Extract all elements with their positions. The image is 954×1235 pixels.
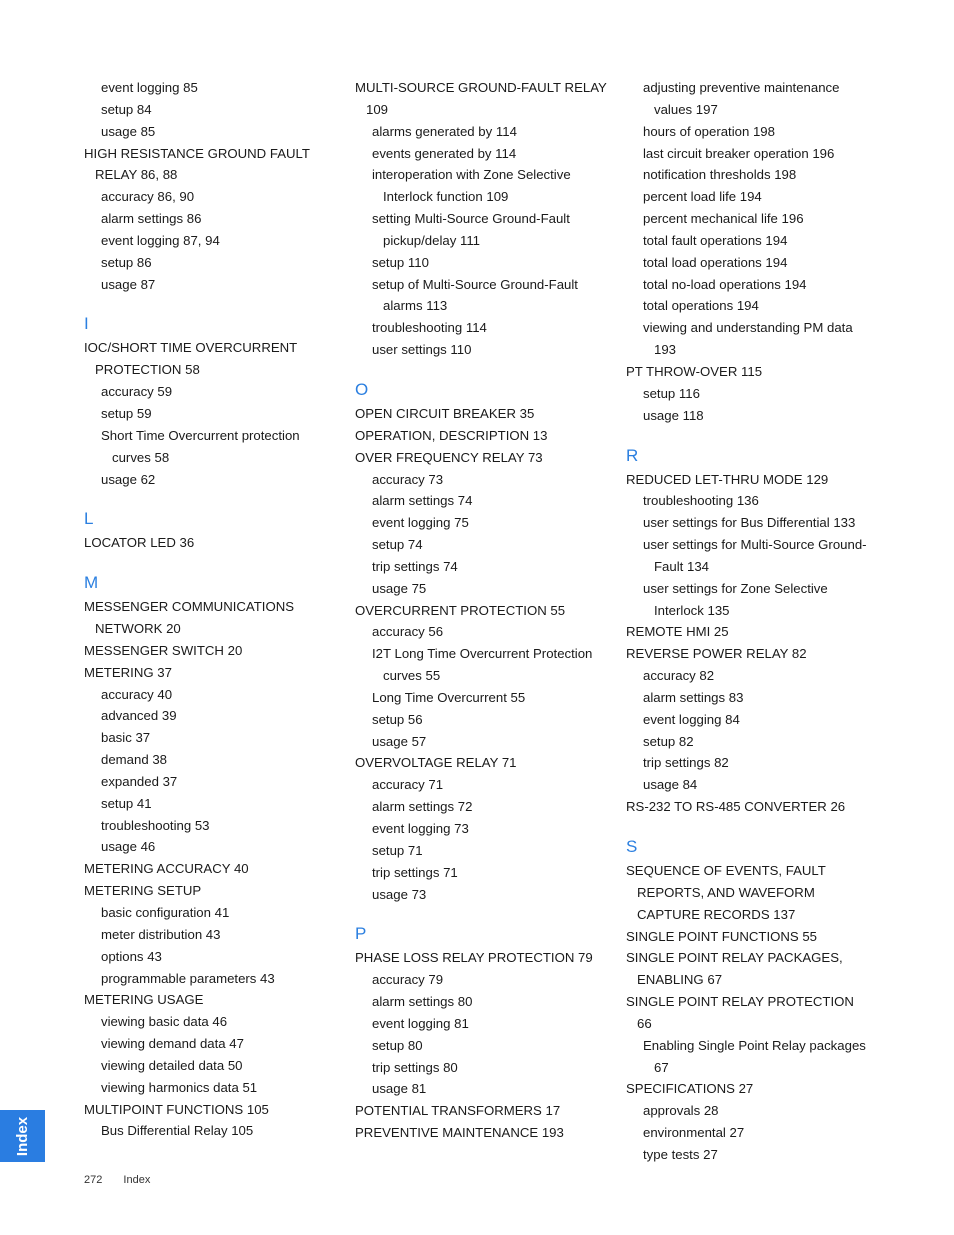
index-entry: REDUCED LET-THRU MODE 129 — [626, 471, 829, 487]
index-subentry: trip settings 74 — [372, 558, 458, 574]
index-subentry: percent load life 194 — [643, 189, 762, 205]
footer-section-label: Index — [123, 1174, 151, 1186]
index-entry: METERING 37 — [84, 664, 172, 680]
index-subentry: meter distribution 43 — [101, 926, 221, 942]
index-subentry: event logging 87, 94 — [101, 232, 220, 248]
page-footer — [84, 1174, 150, 1186]
index-entry: MESSENGER COMMUNICATIONS NETWORK 20 — [84, 599, 295, 637]
index-subentry: usage 57 — [372, 733, 427, 749]
index-subentry: setup 56 — [372, 711, 423, 727]
index-entry: OVER FREQUENCY RELAY 73 — [355, 449, 543, 465]
index-entry: SPECIFICATIONS 27 — [626, 1081, 754, 1097]
index-subentry: setup 116 — [643, 385, 700, 401]
index-subentry: usage 75 — [372, 580, 427, 596]
index-letter-heading: L — [84, 509, 94, 529]
index-entry: METERING USAGE — [84, 992, 204, 1008]
index-subentry: viewing demand data 47 — [101, 1036, 244, 1052]
index-subentry: event logging 81 — [372, 1015, 469, 1031]
index-letter-heading: O — [355, 379, 369, 399]
index-entry: SEQUENCE OF EVENTS, FAULT REPORTS, AND WAVEFORM CAPTURE RECORDS 137 — [626, 863, 826, 922]
index-subentry: notification thresholds 198 — [643, 167, 797, 183]
index-column-2 — [355, 77, 610, 1144]
index-subentry: setup of Multi-Source Ground-Fault alarms 113 — [372, 276, 578, 314]
index-subentry: accuracy 73 — [372, 471, 444, 487]
index-subentry: alarm settings 83 — [643, 689, 744, 705]
index-subentry: advanced 39 — [101, 708, 177, 724]
index-subentry: usage 85 — [101, 123, 156, 139]
index-entry: IOC/SHORT TIME OVERCURRENT PROTECTION 58 — [84, 340, 297, 378]
index-subentry: expanded 37 — [101, 773, 178, 789]
index-subentry: trip settings 71 — [372, 864, 458, 880]
index-letter-heading: S — [626, 837, 638, 856]
index-entry: RS-232 TO RS-485 CONVERTER 26 — [626, 799, 846, 815]
index-subentry: setup 82 — [643, 733, 694, 749]
index-subentry: event logging 84 — [643, 711, 740, 727]
index-subentry: percent mechanical life 196 — [643, 211, 804, 227]
index-entry: OVERVOLTAGE RELAY 71 — [355, 755, 517, 771]
index-subentry: viewing detailed data 50 — [101, 1057, 243, 1073]
index-subentry: troubleshooting 53 — [101, 817, 210, 833]
index-subentry: setup 80 — [372, 1037, 423, 1053]
index-subentry: alarm settings 86 — [101, 211, 202, 227]
index-entry: METERING ACCURACY 40 — [84, 861, 249, 877]
index-subentry: trip settings 80 — [372, 1059, 458, 1075]
index-letter-heading: P — [355, 924, 367, 944]
index-entry: SINGLE POINT RELAY PROTECTION 66 — [626, 994, 854, 1031]
index-subentry: interoperation with Zone Selective Interlock function 109 — [372, 167, 571, 205]
index-subentry: usage 62 — [101, 471, 156, 487]
index-subentry: total fault operations 194 — [643, 232, 788, 248]
index-subentry: usage 87 — [101, 276, 156, 292]
index-entry: SINGLE POINT FUNCTIONS 55 — [626, 928, 818, 944]
index-subentry: approvals 28 — [643, 1103, 719, 1119]
index-entry: PREVENTIVE MAINTENANCE 193 — [355, 1125, 564, 1141]
index-subentry: I2T Long Time Overcurrent Protection curves 55 — [372, 646, 593, 684]
index-subentry: alarm settings 72 — [372, 799, 473, 815]
index-subentry: accuracy 79 — [372, 972, 444, 988]
index-subentry: usage 46 — [101, 839, 156, 855]
index-entry: PHASE LOSS RELAY PROTECTION 79 — [355, 950, 593, 966]
index-subentry: setting Multi-Source Ground-Fault pickup/delay 111 — [372, 211, 570, 248]
index-subentry: options 43 — [101, 948, 162, 964]
index-subentry: accuracy 56 — [372, 624, 444, 640]
index-subentry: programmable parameters 43 — [101, 970, 275, 986]
side-tab-label: Index — [14, 1116, 31, 1156]
index-subentry: accuracy 82 — [643, 668, 715, 684]
index-entry: MESSENGER SWITCH 20 — [84, 642, 243, 658]
index-subentry: basic 37 — [101, 730, 151, 746]
index-entry: MULTIPOINT FUNCTIONS 105 — [84, 1101, 269, 1117]
index-subentry: Long Time Overcurrent 55 — [372, 689, 526, 705]
index-subentry: setup 110 — [372, 254, 429, 270]
index-subentry: user settings for Bus Differential 133 — [643, 515, 856, 531]
index-subentry: alarms generated by 114 — [372, 123, 517, 139]
index-subentry: last circuit breaker operation 196 — [643, 145, 835, 161]
index-subentry: basic configuration 41 — [101, 905, 230, 920]
index-subentry: accuracy 86, 90 — [101, 189, 195, 205]
index-entry: LOCATOR LED 36 — [84, 535, 195, 551]
index-entry: METERING SETUP — [84, 883, 202, 899]
index-subentry: Bus Differential Relay 105 — [101, 1123, 254, 1139]
index-subentry: alarm settings 80 — [372, 994, 473, 1010]
index-subentry: type tests 27 — [643, 1146, 718, 1162]
index-subentry: viewing basic data 46 — [101, 1014, 228, 1030]
index-entry: PT THROW-OVER 115 — [626, 363, 763, 379]
index-letter-heading: M — [84, 573, 99, 593]
index-subentry: total operations 194 — [643, 298, 759, 314]
index-subentry: environmental 27 — [643, 1125, 745, 1141]
index-subentry: user settings for Zone Selective Interlock 135 — [643, 580, 828, 618]
index-column-1 — [84, 77, 339, 1142]
index-subentry: trip settings 82 — [643, 755, 729, 771]
index-subentry: setup 41 — [101, 795, 152, 811]
index-subentry: setup 86 — [101, 254, 152, 270]
index-subentry: viewing harmonics data 51 — [101, 1079, 258, 1095]
index-subentry: usage 81 — [372, 1081, 427, 1097]
index-subentry: setup 59 — [101, 405, 152, 421]
index-subentry: accuracy 59 — [101, 384, 173, 400]
index-entry: HIGH RESISTANCE GROUND FAULT RELAY 86, 88 — [84, 145, 310, 183]
index-subentry: troubleshooting 114 — [372, 320, 487, 336]
index-side-tab — [0, 1110, 45, 1162]
index-subentry: total no-load operations 194 — [643, 276, 807, 292]
index-entry: POTENTIAL TRANSFORMERS 17 — [355, 1103, 561, 1119]
index-subentry: events generated by 114 — [372, 145, 517, 161]
index-entry: OPEN CIRCUIT BREAKER 35 — [355, 405, 535, 421]
index-subentry: usage 73 — [372, 886, 427, 902]
page-number: 272 — [84, 1174, 103, 1186]
index-subentry: Short Time Overcurrent protection curves 58 — [101, 427, 300, 465]
index-subentry: demand 38 — [101, 752, 167, 768]
index-subentry: setup 74 — [372, 537, 423, 553]
index-subentry: event logging 85 — [101, 80, 198, 95]
index-entry: REMOTE HMI 25 — [626, 624, 729, 640]
index-entry: OPERATION, DESCRIPTION 13 — [355, 427, 548, 443]
index-subentry: alarm settings 74 — [372, 493, 473, 509]
index-subentry: event logging 73 — [372, 821, 469, 836]
index-entry: OVERCURRENT PROTECTION 55 — [355, 602, 566, 618]
index-subentry: event logging 75 — [372, 515, 469, 531]
index-entry: MULTI-SOURCE GROUND-FAULT RELAY 109 — [355, 80, 607, 117]
index-subentry: hours of operation 198 — [643, 123, 775, 139]
index-subentry: usage 118 — [643, 407, 704, 423]
index-entry: SINGLE POINT RELAY PACKAGES, ENABLING 67 — [626, 950, 843, 988]
index-subentry: Enabling Single Point Relay packages 67 — [643, 1037, 866, 1075]
index-subentry: viewing and understanding PM data 193 — [643, 320, 853, 358]
index-column-3 — [626, 77, 871, 1166]
index-subentry: usage 84 — [643, 777, 698, 793]
index-subentry: setup 84 — [101, 101, 152, 117]
index-subentry: setup 71 — [372, 842, 423, 858]
index-subentry: troubleshooting 136 — [643, 493, 759, 509]
index-letter-heading: R — [626, 445, 639, 465]
index-subentry: total load operations 194 — [643, 254, 788, 270]
index-subentry: accuracy 71 — [372, 777, 444, 793]
index-entry: REVERSE POWER RELAY 82 — [626, 646, 807, 662]
index-letter-heading: I — [84, 314, 89, 334]
index-subentry: user settings for Multi-Source Ground-Fault 134 — [643, 537, 867, 574]
index-subentry: accuracy 40 — [101, 686, 173, 702]
index-subentry: user settings 110 — [372, 342, 472, 358]
index-subentry: adjusting preventive maintenance values 197 — [643, 80, 840, 117]
